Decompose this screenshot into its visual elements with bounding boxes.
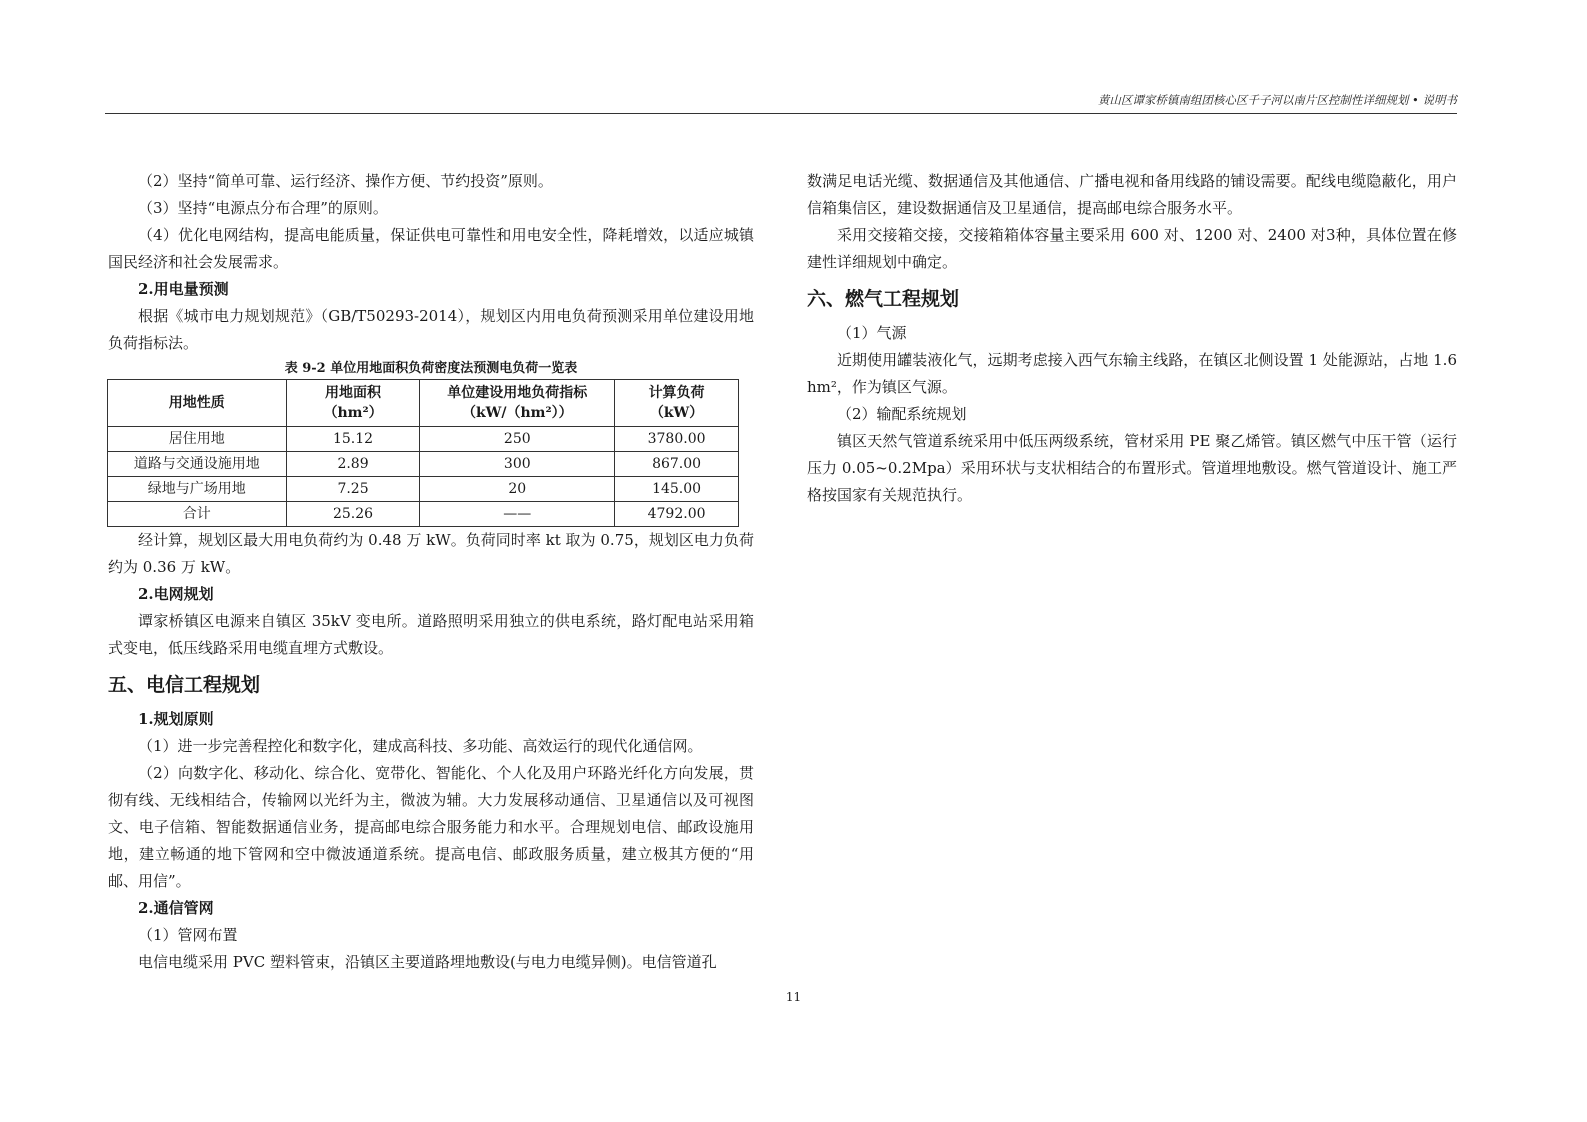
table-cell: 867.00 <box>615 452 739 477</box>
paragraph: 谭家桥镇区电源来自镇区 35kV 变电所。道路照明采用独立的供电系统，路灯配电站采用箱式变电，低压线路采用电缆直埋方式敷设。 <box>108 612 754 657</box>
paragraph: （1）进一步完善程控化和数字化，建成高科技、多功能、高效运行的现代化通信网。 <box>138 737 703 755</box>
page-number: 11 <box>785 990 802 1004</box>
paragraph: 电信电缆采用 PVC 塑料管束，沿镇区主要道路埋地敷设(与电力电缆异侧)。电信管道孔 <box>138 953 717 971</box>
paragraph: 近期使用罐装液化气，远期考虑接入西气东输主线路，在镇区北侧设置 1 处能源站，占地 1.6 hm²，作为镇区气源。 <box>807 351 1457 396</box>
paragraph: 经计算，规划区最大用电负荷约为 0.48 万 kW。负荷同时率 kt 取为 0.75，规划区电力负荷约为 0.36 万 kW。 <box>108 531 754 576</box>
paragraph: （3）坚持“电源点分布合理”的原则。 <box>138 199 388 217</box>
paragraph: （4）优化电网结构，提高电能质量，保证供电可靠性和用电安全性，降耗增效，以适应城镇国民经济和社会发展需求。 <box>108 226 754 271</box>
table-cell: 145.00 <box>615 477 739 502</box>
table-header-row <box>108 380 739 427</box>
table-header-cell: 单位建设用地负荷指标 （kW/（hm²）） <box>420 380 615 427</box>
page-header: 黄山区谭家桥镇南组团核心区千子河以南片区控制性详细规划 • 说明书 <box>1097 93 1457 107</box>
table-cell: 15.12 <box>286 427 420 452</box>
load-table <box>107 379 739 527</box>
table-cell: —— <box>420 502 615 527</box>
paragraph: （2）向数字化、移动化、综合化、宽带化、智能化、个人化及用户环路光纤化方向发展，贯彻有线、无线相结合，传输网以光纤为主，微波为辅。大力发展移动通信、卫星通信以及可视图文、电子信箱、智能数据通信业务，提高邮电综合服务能力和水平。合理规划电信、邮政设施用地，建立畅通的地下管网和空中微波通道系统。提高电信、邮政服务质量，建立极其方便的“用邮、用信”。 <box>108 764 754 890</box>
table-cell: 居住用地 <box>108 427 287 452</box>
paragraph: 数满足电话光缆、数据通信及其他通信、广播电视和备用线路的铺设需要。配线电缆隐蔽化，用户信箱集信区，建设数据通信及卫星通信，提高邮电综合服务水平。 <box>807 172 1457 217</box>
section-heading: 1.规划原则 <box>138 710 214 728</box>
paragraph: （1）管网布置 <box>138 926 238 944</box>
paragraph: 镇区天然气管道系统采用中低压两级系统，管材采用 PE 聚乙烯管。镇区燃气中压干管（运行压力 0.05~0.2Mpa）采用环状与支状相结合的布置形式。管道埋地敷设。燃气管道设计、施工严格按国家有关规范执行。 <box>807 432 1457 504</box>
section-heading: 2.用电量预测 <box>138 280 229 298</box>
table-cell: 合计 <box>108 502 287 527</box>
left-column <box>108 168 754 976</box>
table-row <box>108 452 739 477</box>
table-cell: 7.25 <box>286 477 420 502</box>
table-cell: 2.89 <box>286 452 420 477</box>
table-row <box>108 477 739 502</box>
table-cell: 道路与交通设施用地 <box>108 452 287 477</box>
table-header-cell: 计算负荷 （kW） <box>615 380 739 427</box>
table-row <box>108 502 739 527</box>
chapter-heading: 六、燃气工程规划 <box>807 288 960 310</box>
section-heading: 2.电网规划 <box>138 585 214 603</box>
table-cell: 20 <box>420 477 615 502</box>
table-cell: 300 <box>420 452 615 477</box>
table-row <box>108 427 739 452</box>
table-cell: 250 <box>420 427 615 452</box>
paragraph: （2）输配系统规划 <box>837 405 967 423</box>
paragraph: （2）坚持“简单可靠、运行经济、操作方便、节约投资”原则。 <box>138 172 553 190</box>
paragraph: 采用交接箱交接，交接箱箱体容量主要采用 600 对、1200 对、2400 对3种，具体位置在修建性详细规划中确定。 <box>807 226 1457 271</box>
table-header-cell: 用地面积 （hm²） <box>286 380 420 427</box>
header-divider <box>105 113 1457 114</box>
table-cell: 3780.00 <box>615 427 739 452</box>
table-cell: 4792.00 <box>615 502 739 527</box>
table-cell: 25.26 <box>286 502 420 527</box>
paragraph: 根据《城市电力规划规范》（GB/T50293-2014），规划区内用电负荷预测采用单位建设用地负荷指标法。 <box>108 307 754 352</box>
table-caption: 表 9-2 单位用地面积负荷密度法预测电负荷一览表 <box>284 361 578 376</box>
paragraph: （1）气源 <box>837 324 907 342</box>
table-header-cell: 用地性质 <box>108 380 287 427</box>
chapter-heading: 五、电信工程规划 <box>108 674 261 696</box>
section-heading: 2.通信管网 <box>138 899 214 917</box>
right-column <box>807 168 1457 509</box>
table-cell: 绿地与广场用地 <box>108 477 287 502</box>
